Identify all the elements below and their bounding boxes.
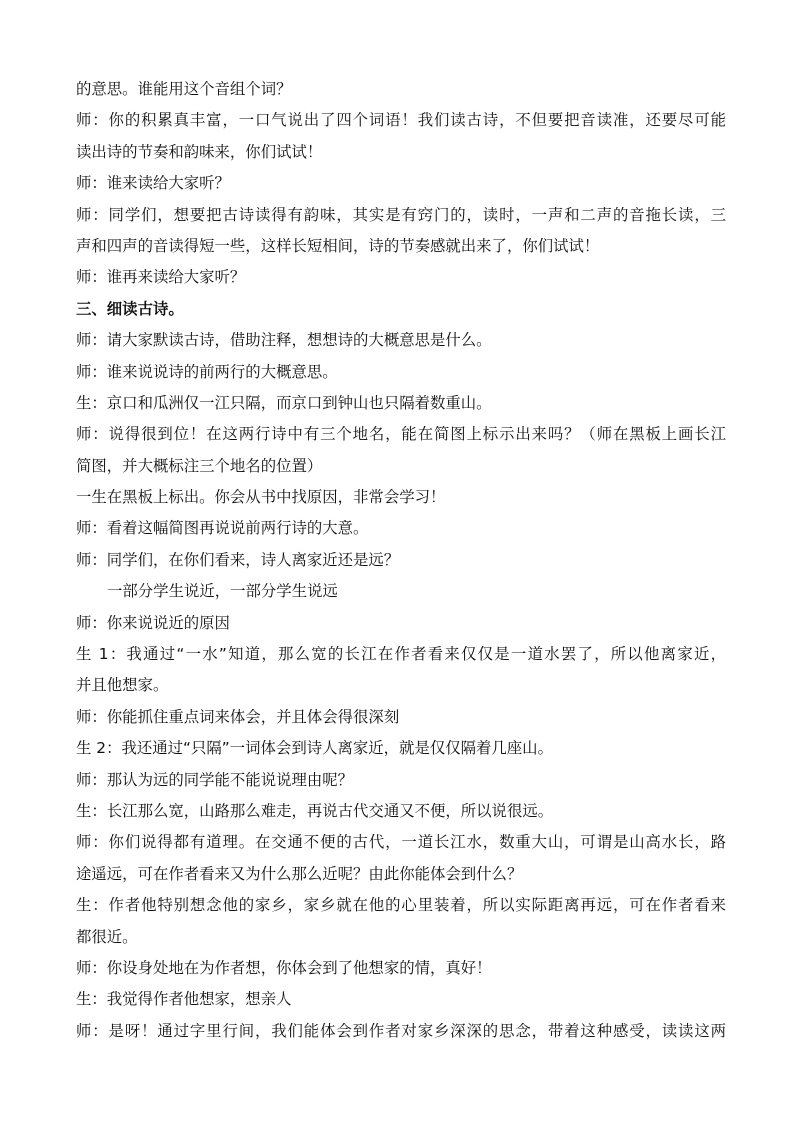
text-line: 并且他想家。 [76, 676, 169, 695]
text-line: 师：谁来读给大家听？ [76, 174, 230, 193]
text-line: 声和四声的音读得短一些，这样长短相间，诗的节奏感就出来了，你们试试！ [76, 236, 600, 255]
section-heading: 三、细读古诗。 [76, 299, 184, 318]
text-line: 师：那认为远的同学能不能说说理由呢？ [76, 770, 354, 789]
text-line: 师：谁来说说诗的前两行的大概意思。 [76, 362, 338, 381]
text-line: 师：谁再来读给大家听？ [76, 268, 246, 287]
text-line: 师：你的积累真丰富，一口气说出了四个词语！我们读古诗，不但要把音读准，还要尽可能 [76, 111, 726, 130]
text-line: 师：看着这幅简图再说说前两行诗的大意。 [76, 519, 369, 538]
text-line: 生：长江那么宽，山路那么难走，再说古代交通又不便，所以说很远。 [76, 801, 554, 820]
text-line: 师：你来说说近的原因 [76, 613, 230, 632]
text-line: 读出诗的节奏和韵味来，你们试试！ [76, 142, 323, 161]
text-line: 师：同学们，在你们看来，诗人离家近还是远？ [76, 550, 400, 569]
text-line: 师：你们说得都有道理。在交通不便的古代，一道长江水，数重大山，可谓是山高水长，路 [76, 833, 726, 852]
text-line: 生 2：我还通过“只隔”一词体会到诗人离家近，就是仅仅隔着几座山。 [76, 739, 553, 758]
text-line: 生：我觉得作者他想家，想亲人 [76, 990, 292, 1009]
text-line: 师：是呀！通过字里行间，我们能体会到作者对家乡深深的思念，带着这种感受，读读这两 [76, 1021, 726, 1040]
text-line: 生：京口和瓜洲仅一江只隔，而京口到钟山也只隔着数重山。 [76, 393, 492, 412]
document-page [76, 74, 726, 1047]
text-line: 的意思。谁能用这个音组个词？ [76, 80, 292, 98]
text-line: 师：你设身处地在为作者想，你体会到了他想家的情，真好！ [76, 958, 492, 977]
text-line: 都很近。 [76, 927, 138, 946]
text-line: 一生在黑板上标出。你会从书中找原因，非常会学习！ [76, 488, 446, 507]
text-line: 一部分学生说近，一部分学生说远 [107, 582, 338, 601]
text-line: 师：请大家默读古诗，借助注释，想想诗的大概意思是什么。 [76, 331, 492, 350]
text-line: 师：说得很到位！在这两行诗中有三个地名，能在简图上标示出来吗？（师在黑板上画长江 [76, 425, 726, 444]
text-line: 简图，并大概标注三个地名的位置） [76, 456, 323, 475]
text-line: 途遥远，可在作者看来又为什么那么近呢？由此你能体会到什么？ [76, 864, 523, 883]
text-line: 生：作者他特别想念他的家乡，家乡就在他的心里装着，所以实际距离再远，可在作者看来 [76, 896, 726, 915]
text-line: 师：你能抓住重点词来体会，并且体会得很深刻 [76, 707, 400, 726]
text-line: 师：同学们，想要把古诗读得有韵味，其实是有窍门的，读时，一声和二声的音拖长读，三 [76, 205, 726, 224]
text-line: 生 1：我通过“一水”知道，那么宽的长江在作者看来仅仅是一道水罢了，所以他离家近， [76, 645, 726, 664]
